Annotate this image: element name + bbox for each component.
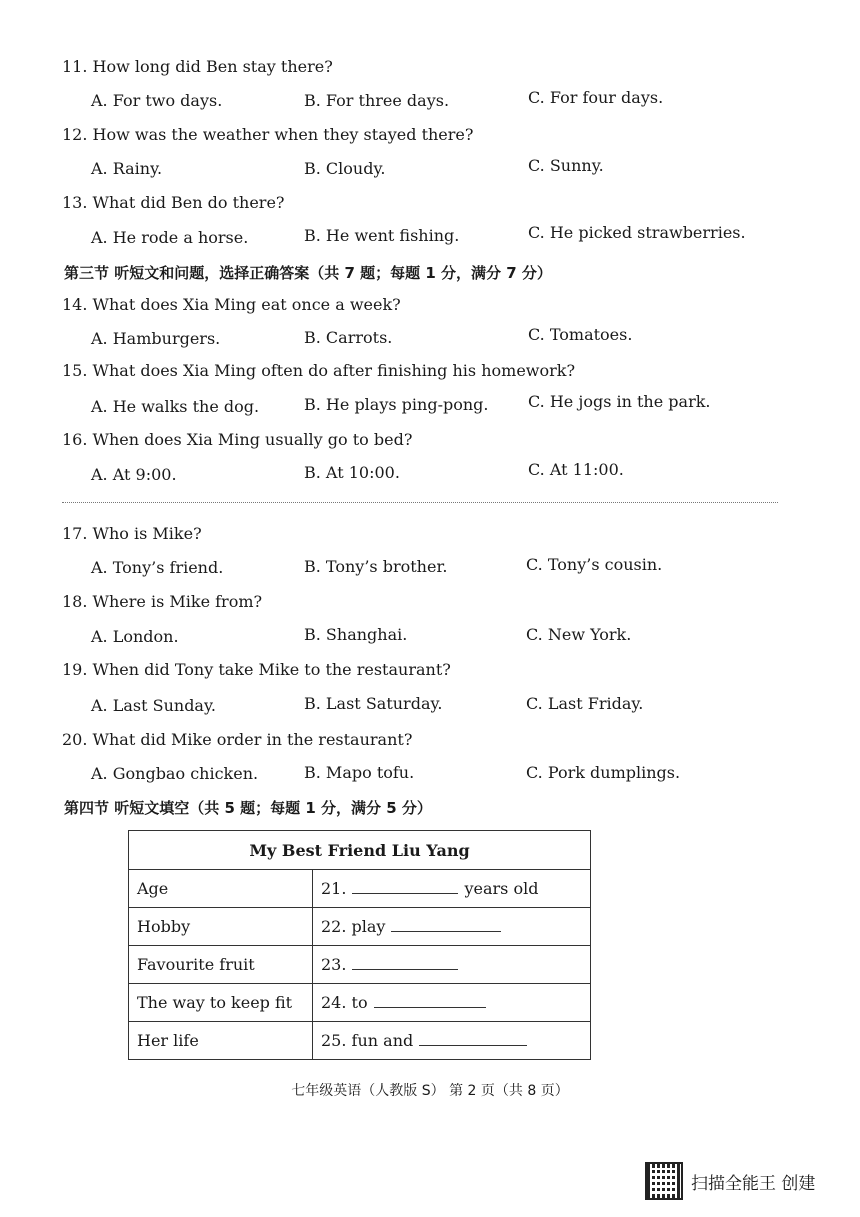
fill-in-table — [128, 830, 591, 1060]
answer-prefix: 23. — [321, 955, 347, 974]
question-18: 18. Where is Mike from? — [62, 592, 263, 611]
q19-option-c: C. Last Friday. — [526, 694, 644, 713]
watermark-text: 扫描全能王 创建 — [691, 1173, 816, 1194]
answer-blank-24 — [374, 993, 486, 1008]
table-row — [129, 1022, 591, 1060]
q16-option-c: C. At 11:00. — [528, 460, 624, 479]
question-15: 15. What does Xia Ming often do after finishing his homework? — [62, 361, 576, 380]
dotted-divider — [62, 502, 778, 503]
q13-option-c: C. He picked strawberries. — [528, 223, 746, 242]
q13-option-a: A. He rode a horse. — [91, 228, 249, 247]
answer-prefix: 24. to — [321, 993, 368, 1012]
row-label-keep-fit: The way to keep fit — [129, 984, 313, 1022]
answer-blank-21 — [352, 879, 458, 894]
answer-blank-22 — [391, 917, 501, 932]
q18-option-b: B. Shanghai. — [304, 625, 408, 644]
row-label-favourite-fruit: Favourite fruit — [129, 946, 313, 984]
answer-suffix: years old — [464, 879, 539, 898]
q20-option-a: A. Gongbao chicken. — [91, 764, 259, 783]
q14-option-a: A. Hamburgers. — [91, 329, 221, 348]
q17-option-c: C. Tony’s cousin. — [526, 555, 663, 574]
answer-prefix: 22. play — [321, 917, 386, 936]
row-answer-25 — [313, 1022, 591, 1060]
q11-option-a: A. For two days. — [91, 91, 223, 110]
answer-blank-25 — [419, 1031, 527, 1046]
scanner-watermark — [645, 1162, 815, 1200]
question-20: 20. What did Mike order in the restaurant? — [62, 730, 413, 749]
table-row — [129, 908, 591, 946]
row-label-her-life: Her life — [129, 1022, 313, 1060]
table-row — [129, 946, 591, 984]
question-16: 16. When does Xia Ming usually go to bed? — [62, 430, 413, 449]
row-label-hobby: Hobby — [129, 908, 313, 946]
question-19: 19. When did Tony take Mike to the restaurant? — [62, 660, 451, 679]
q20-option-c: C. Pork dumplings. — [526, 763, 681, 782]
section-4-heading: 第四节 听短文填空（共 5 题；每题 1 分，满分 5 分） — [64, 799, 432, 817]
answer-blank-23 — [352, 955, 458, 970]
answer-prefix: 21. — [321, 879, 347, 898]
row-answer-24 — [313, 984, 591, 1022]
question-12: 12. How was the weather when they stayed there? — [62, 125, 474, 144]
row-answer-21 — [313, 870, 591, 908]
q12-option-b: B. Cloudy. — [304, 159, 386, 178]
q11-option-b: B. For three days. — [304, 91, 450, 110]
q18-option-a: A. London. — [91, 627, 179, 646]
question-14: 14. What does Xia Ming eat once a week? — [62, 295, 401, 314]
q15-option-a: A. He walks the dog. — [91, 397, 260, 416]
q16-option-a: A. At 9:00. — [91, 465, 177, 484]
q19-option-b: B. Last Saturday. — [304, 694, 443, 713]
question-17: 17. Who is Mike? — [62, 524, 202, 543]
q12-option-c: C. Sunny. — [528, 156, 604, 175]
question-13: 13. What did Ben do there? — [62, 193, 285, 212]
q17-option-b: B. Tony’s brother. — [304, 557, 448, 576]
q12-option-a: A. Rainy. — [91, 159, 163, 178]
q13-option-b: B. He went fishing. — [304, 226, 460, 245]
q18-option-c: C. New York. — [526, 625, 632, 644]
q11-option-c: C. For four days. — [528, 88, 664, 107]
q19-option-a: A. Last Sunday. — [91, 696, 216, 715]
qr-code-icon — [645, 1162, 683, 1200]
q15-option-c: C. He jogs in the park. — [528, 392, 711, 411]
q14-option-b: B. Carrots. — [304, 328, 393, 347]
row-answer-23 — [313, 946, 591, 984]
q14-option-c: C. Tomatoes. — [528, 325, 633, 344]
table-row — [129, 870, 591, 908]
q15-option-b: B. He plays ping-pong. — [304, 395, 489, 414]
q17-option-a: A. Tony’s friend. — [91, 558, 224, 577]
q20-option-b: B. Mapo tofu. — [304, 763, 415, 782]
row-answer-22 — [313, 908, 591, 946]
question-11: 11. How long did Ben stay there? — [62, 57, 333, 76]
answer-prefix: 25. fun and — [321, 1031, 414, 1050]
section-3-heading: 第三节 听短文和问题，选择正确答案（共 7 题；每题 1 分，满分 7 分） — [64, 264, 552, 282]
page-footer: 七年级英语（人教版 S） 第 2 页（共 8 页） — [291, 1083, 569, 1099]
row-label-age: Age — [129, 870, 313, 908]
table-row — [129, 984, 591, 1022]
q16-option-b: B. At 10:00. — [304, 463, 400, 482]
table-title: My Best Friend Liu Yang — [129, 831, 591, 870]
